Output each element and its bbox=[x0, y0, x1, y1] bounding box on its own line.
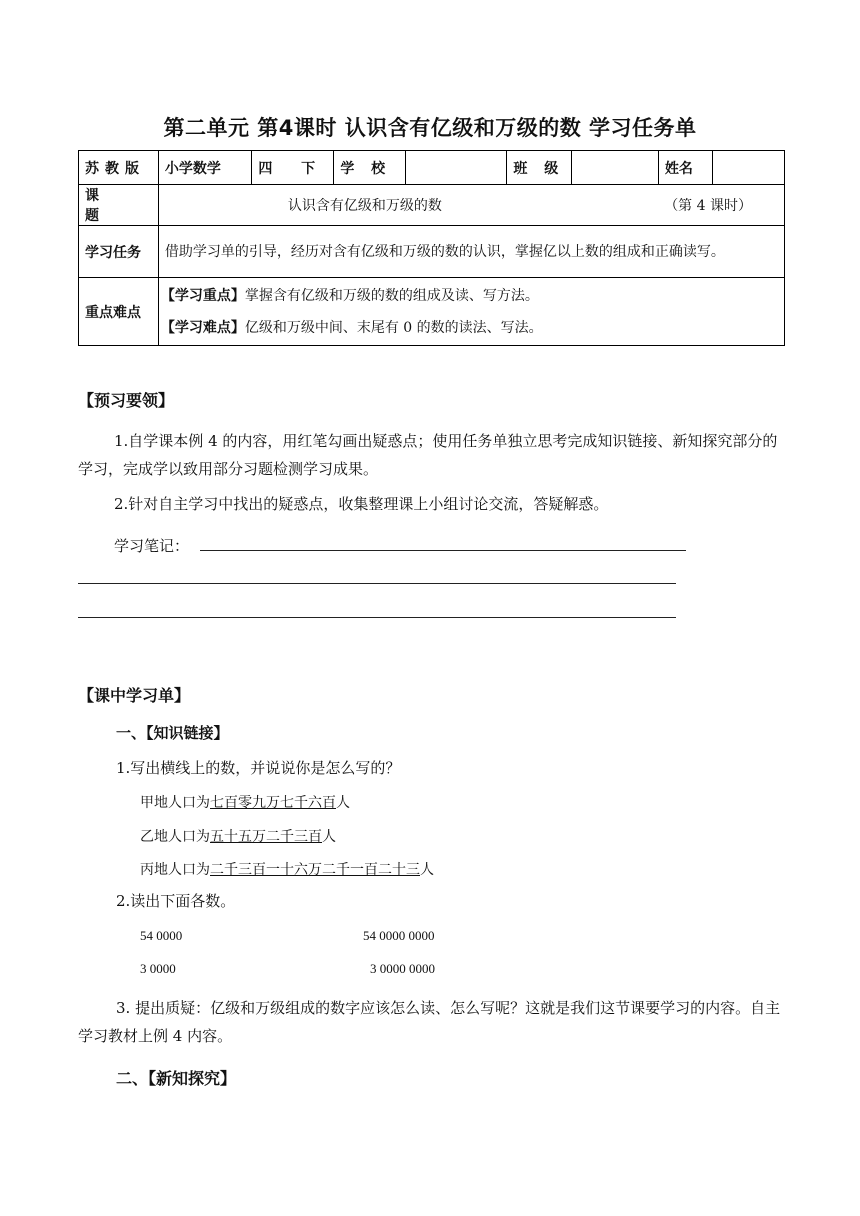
number-2: 54 0000 0000 bbox=[363, 928, 435, 943]
question-2: 2.读出下面各数。 bbox=[116, 892, 236, 910]
row-prefix: 乙地人口为 bbox=[140, 829, 210, 845]
key-label: 重点难点 bbox=[85, 304, 141, 321]
question-1: 1.写出横线上的数，并说说你是怎么写的？ bbox=[116, 759, 401, 777]
row-suffix: 人 bbox=[322, 829, 336, 845]
difficulty-text: 亿级和万级中间、末尾有 0 的数的读法、写法。 bbox=[244, 319, 543, 336]
number-3: 3 0000 bbox=[140, 961, 176, 976]
publisher-cell bbox=[79, 151, 159, 185]
class-sheet-heading: 【课中学习单】 bbox=[78, 686, 191, 705]
notes-label: 学习笔记： bbox=[114, 537, 190, 555]
row-suffix: 人 bbox=[420, 862, 434, 878]
new-knowledge-heading: 二、【新知探究】 bbox=[116, 1069, 237, 1088]
preview-item-2: 2.针对自主学习中找出的疑惑点，收集整理课上小组讨论交流，答疑解惑。 bbox=[114, 495, 609, 513]
population-row-a bbox=[140, 792, 350, 812]
task-value: 借助学习单的引导，经历对含有亿级和万级的数的认识，掌握亿以上数的组成和正确读写。 bbox=[164, 243, 725, 260]
number-1: 54 0000 bbox=[140, 928, 183, 943]
row-value: 七百零九万七千六百 bbox=[210, 795, 336, 811]
population-row-b bbox=[140, 826, 336, 846]
population-row-c bbox=[140, 859, 434, 879]
class-field[interactable] bbox=[571, 151, 658, 185]
difficulty-tag: 【学习难点】 bbox=[160, 319, 245, 336]
lesson-number: （第 4 课时） bbox=[664, 198, 752, 214]
notes-line-2[interactable] bbox=[78, 583, 676, 584]
notes-line-3[interactable] bbox=[78, 617, 676, 618]
school-field[interactable] bbox=[406, 151, 507, 185]
topic-value-cell bbox=[158, 185, 784, 226]
class-label-cell bbox=[507, 151, 571, 185]
name-field[interactable] bbox=[713, 151, 785, 185]
info-table bbox=[78, 150, 785, 346]
subject-cell bbox=[158, 151, 251, 185]
topic-value: 认识含有亿级和万级的数 bbox=[287, 198, 442, 214]
name-label: 姓名 bbox=[664, 160, 693, 177]
topic-label: 课 题 bbox=[85, 188, 127, 224]
key-point-text: 掌握含有亿级和万级的数的组成及读、写方法。 bbox=[244, 287, 539, 304]
task-label-cell bbox=[79, 226, 159, 278]
number-4: 3 0000 0000 bbox=[370, 961, 435, 976]
key-point bbox=[161, 280, 778, 312]
row-value: 二千三百一十六万二千一百二十三 bbox=[210, 862, 420, 878]
school-label: 学 校 bbox=[340, 160, 392, 177]
grade-cell bbox=[252, 151, 334, 185]
name-label-cell bbox=[658, 151, 712, 185]
row-prefix: 甲地人口为 bbox=[140, 795, 210, 811]
preview-item-1: 1.自学课本例 4 的内容，用红笔勾画出疑惑点；使用任务单独立思考完成知识链接、新知探究部分的学习，完成学以致用部分习题检测学习成果。 bbox=[78, 432, 778, 478]
key-label-cell bbox=[79, 278, 159, 346]
preview-heading: 【预习要领】 bbox=[78, 391, 175, 410]
knowledge-link-heading: 一、【知识链接】 bbox=[116, 724, 229, 742]
class-label: 班 级 bbox=[513, 160, 565, 177]
row-value: 五十五万二千三百 bbox=[210, 829, 322, 845]
key-point-tag: 【学习重点】 bbox=[160, 287, 245, 304]
page-title: 第二单元 第4课时 认识含有亿级和万级的数 学习任务单 bbox=[163, 116, 697, 140]
difficulty bbox=[161, 312, 778, 344]
grade-label: 四 下 bbox=[258, 160, 328, 177]
question-3: 3. 提出质疑：亿级和万级组成的数字应该怎么读、怎么写呢？这就是我们这节课要学习的内容。自主学习教材上例 4 内容。 bbox=[78, 999, 781, 1045]
task-value-cell bbox=[158, 226, 784, 278]
key-value-cell bbox=[158, 278, 784, 346]
publisher-label: 苏教版 bbox=[85, 160, 145, 177]
subject-label: 小学数学 bbox=[164, 160, 221, 177]
topic-label-cell bbox=[79, 185, 159, 226]
notes-line-1[interactable] bbox=[200, 550, 686, 551]
task-label: 学习任务 bbox=[85, 244, 141, 261]
row-prefix: 丙地人口为 bbox=[140, 862, 210, 878]
school-label-cell bbox=[334, 151, 406, 185]
row-suffix: 人 bbox=[336, 795, 350, 811]
